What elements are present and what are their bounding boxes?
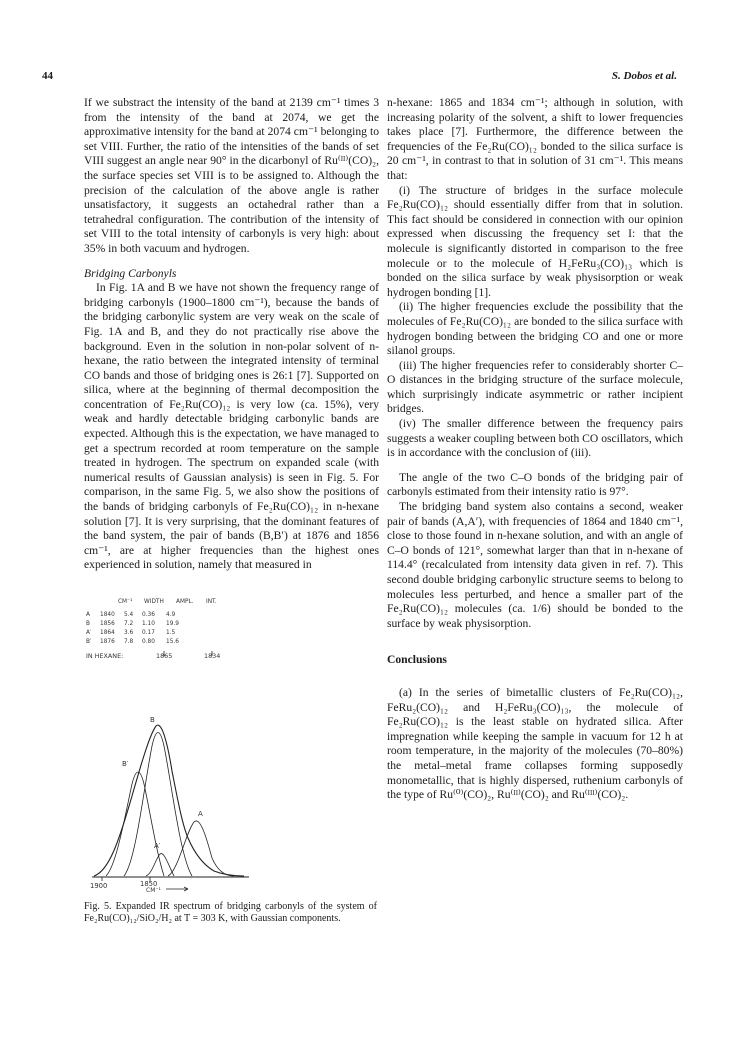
- paragraph: n-hexane: 1865 and 1834 cm⁻¹; although in solution, with increasing polarity of the solvent, a shift to lower frequencies takes place [7]. Furthermore, the difference between the frequencies of the Fe₂Ru(CO)₁₂ bonded to the silica surface is 20 cm⁻¹, in contrast to that in solution of 31 cm⁻¹. This means that:: [387, 96, 683, 182]
- table-header: CM⁻¹: [118, 599, 133, 605]
- table-cell: B: [86, 621, 90, 627]
- table-cell: 5.4: [124, 612, 134, 618]
- gaussian-component-a-prime: [146, 854, 174, 876]
- page-number: 44: [42, 70, 53, 82]
- band-label-a-prime: A′: [154, 842, 161, 850]
- x-tick-label: 1850: [140, 880, 158, 888]
- table-cell: 1876: [100, 639, 115, 645]
- table-cell: 1856: [100, 621, 115, 627]
- table-cell: 1864: [100, 630, 115, 636]
- paragraph: In Fig. 1A and B we have not shown the frequency range of bridging carbonyls (1900–1800 cm⁻¹), because the bands of the bridging carbonylic system are very weak on the scale of Fig. 1A and B, and they do not practically rise above the background. Even in the solution in non-polar solvent of n-hexane, the ratio between the integrated intensity of terminal CO bands and those of bridging ones is 26:1 [7]. Supported on silica, where at the beginning of thermal decomposition the concentration of Fe₂Ru(CO)₁₂ is very low (ca. 15%), very weak and hardly detectable bridging carbonylic bands are expected. Although this is the expectation, we have managed to get a spectrum recorded at room temperature on the sample treated in hydrogen. The spectrum on expanded scale (with numerical results of Gaussian analysis) is seen in Fig. 5. For comparison, in the same Fig. 5, we also show the positions of the bands of bridging carbonyls of Fe₂Ru(CO)₁₂ in n-hexane solution [7]. It is very surprising, that the dominant features of the band system, the pair of bands (B,B′) at 1876 and 1856 cm⁻¹, are at higher frequencies than the highest ones experienced in solution, namely that measured in: [84, 281, 379, 572]
- table-cell: A: [86, 612, 90, 618]
- table-header: WIDTH: [144, 599, 164, 605]
- section-heading-conclusions: Conclusions: [387, 653, 447, 667]
- table-cell: 7.8: [124, 639, 134, 645]
- table-cell: 3.6: [124, 630, 134, 636]
- figure-caption: Fig. 5. Expanded IR spectrum of bridging carbonyls of the system of Fe₂Ru(CO)₁₂/SiO₂/H₂ at T = 303 K, with Gaussian components.: [84, 901, 377, 925]
- list-item: (iv) The smaller difference between the frequency pairs suggests a weaker coupling between both CO oscillators, which is in accordance with the conclusion of (iii).: [387, 417, 683, 460]
- paragraph: (a) In the series of bimetallic clusters of Fe₂Ru(CO)₁₂, FeRu₂(CO)₁₂ and H₂FeRu₃(CO)₁₃, the molecule of Fe₂Ru(CO)₁₂ is the least stable on hydrated silica. After impregnation while keeping the sample in vacuum for 12 h at room temperature, in the majority of the molecules (70–80%) the metal–metal frame collapses forming supposedly monometallic, that is highly dispersed, ruthenium carbonyls of the type of Ru⁽⁰⁾(CO)₂, Ru⁽ᴵᴵ⁾(CO)₂ and Ru⁽ᴵᴵᴵ⁾(CO)₂.: [387, 685, 683, 802]
- band-label-b: B: [150, 716, 155, 724]
- list-item: (ii) The higher frequencies exclude the possibility that the molecules of Fe₂Ru(CO)₁₂ are bonded to the silica surface with hydrogen bonding between the bridging CO and one or more silanol groups.: [387, 300, 683, 358]
- table-cell: 1.5: [166, 630, 176, 636]
- hexane-label: IN HEXANE:: [86, 652, 124, 660]
- table-header: INT.: [206, 599, 217, 605]
- x-axis-unit: CM⁻¹: [146, 887, 161, 894]
- list-item: (iii) The higher frequencies refer to considerably shorter C–O distances in the bridging structure of the surface molecule, which surprisingly indicate asymmetric or rather incipient bridges.: [387, 358, 683, 416]
- table-cell: 4.9: [166, 612, 176, 618]
- gaussian-component-b-prime: [106, 772, 164, 876]
- hexane-peak-label: 1865: [156, 652, 173, 660]
- table-cell: 7.2: [124, 621, 134, 627]
- paragraph: The angle of the two C–O bonds of the bridging pair of carbonyls estimated from their intensity ratio is 97°.: [387, 470, 683, 499]
- table-cell: 15.6: [166, 639, 179, 645]
- band-label-b-prime: B′: [122, 760, 129, 768]
- table-cell: 0.17: [142, 630, 155, 636]
- right-column: [387, 96, 683, 803]
- table-cell: 0.36: [142, 612, 155, 618]
- table-cell: 1840: [100, 612, 115, 618]
- ir-spectrum-plot: [84, 596, 379, 896]
- table-cell: 1.10: [142, 621, 155, 627]
- paragraph: The bridging band system also contains a second, weaker pair of bands (A,A′), with frequencies of 1864 and 1840 cm⁻¹, close to those found in n-hexane solution, and with an angle of C–O bonds of 121°, somewhat larger than that in n-hexane of 114.4° (recalculated from intensity data given in ref. 7). This second double bridging carbonylic structure seems to belong to molecules less perturbed, and hence a smaller part of the Fe₂Ru(CO)₁₂ molecules (ca. 1/6) should be bonded to the surface by weak physisorption.: [387, 500, 683, 630]
- figure-5: [84, 596, 379, 896]
- left-column: [84, 96, 379, 573]
- table-cell: A′: [86, 630, 92, 636]
- hexane-peak-label: 1834: [204, 652, 221, 660]
- gaussian-component-a: [168, 821, 234, 876]
- paragraph: If we substract the intensity of the band at 2139 cm⁻¹ times 3 from the intensity of the band at 2074, we get the approximative intensity for the band at 2074 cm⁻¹ belonging to set VIII. Further, the ratio of the intensities of the bands of set VIII suggest an angle near 90° in the dicarbonyl of Ru⁽ᴵᴵ⁾(CO)₂, the surface species set VIII is to be assigned to. Although the precision of the calculation of the above angle is rather unsatisfactory, it suggests an octahedral rather than a tetrahedral configuration. The contribution of the intensity of set VIII to the total intensity of carbonyls is very high: about 35% in both vacuum and hydrogen.: [84, 96, 379, 255]
- running-head: S. Dobos et al.: [611, 70, 677, 82]
- table-cell: 0.80: [142, 639, 155, 645]
- list-item: (i) The structure of bridges in the surface molecule Fe₂Ru(CO)₁₂ should essentially differ from that in solution. This fact should be considered in connection with our opinion expressed when discussing the frequency set I: that the molecule is significantly distorted in comparison to the free molecule or to the molecule of H₂FeRu₃(CO)₁₃ which is bonded on the silica surface by weak physisorption or weak hydrogen bonding [1].: [387, 183, 683, 299]
- x-tick-label: 1900: [90, 882, 108, 890]
- table-cell: B′: [86, 639, 92, 645]
- band-label-a: A: [198, 810, 203, 818]
- table-cell: 19.9: [166, 621, 179, 627]
- section-heading-bridging: Bridging Carbonyls: [84, 266, 177, 280]
- table-header: AMPL.: [176, 599, 194, 605]
